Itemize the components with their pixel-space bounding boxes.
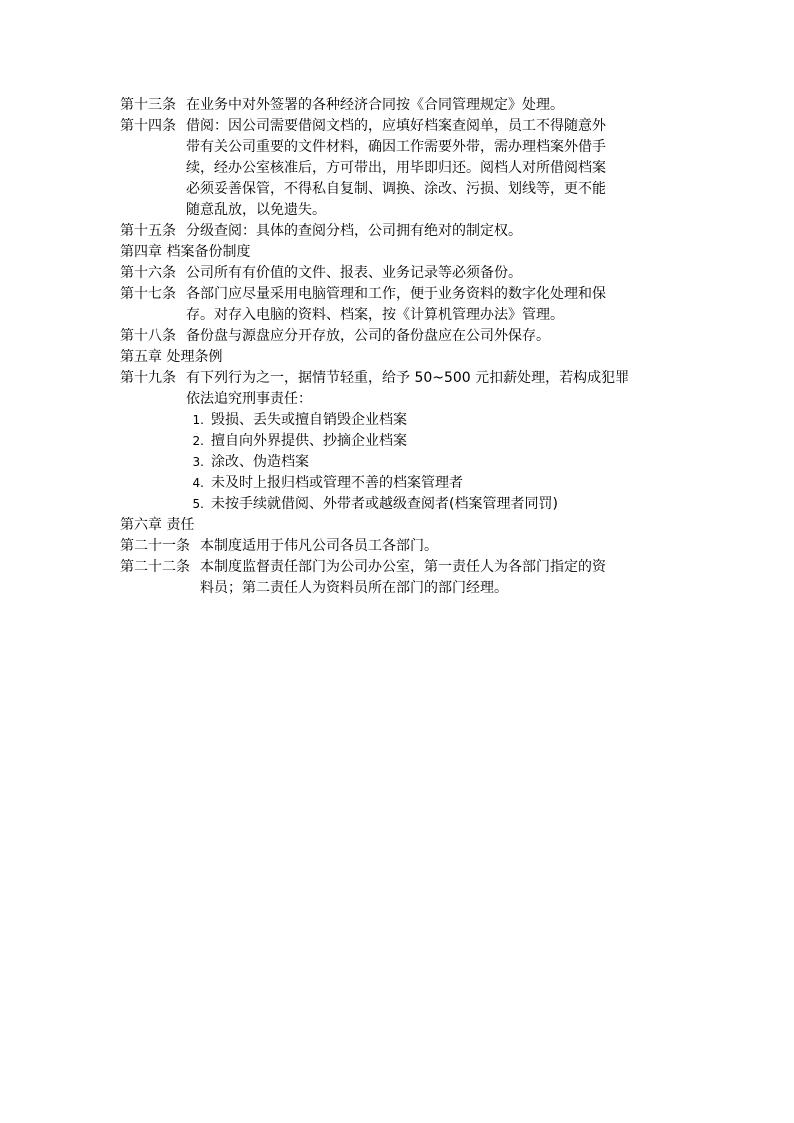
article-label: 第十八条 xyxy=(120,328,176,344)
list-number: 3. xyxy=(192,455,204,469)
article-text: 料员；第二责任人为资料员所在部门的部门经理。 xyxy=(200,580,508,596)
article-label: 第十五条 xyxy=(120,223,176,239)
list-text: 未及时上报归档或管理不善的档案管理者 xyxy=(211,475,463,491)
list-number: 4. xyxy=(192,476,204,490)
list-item xyxy=(186,410,680,431)
article-text: 续，经办公室核准后，方可带出，用毕即归还。阅档人对所借阅档案 xyxy=(186,160,606,176)
article-text: 借阅：因公司需要借阅文档的，应填好档案查阅单，员工不得随意外 xyxy=(186,118,606,134)
article-label: 第十三条 xyxy=(120,97,176,113)
article-text: 带有关公司重要的文件材料，确因工作需要外带，需办理档案外借手 xyxy=(186,139,606,155)
article-15 xyxy=(120,221,680,242)
article-label: 第十九条 xyxy=(120,370,176,386)
violation-list xyxy=(186,410,680,515)
list-number: 2. xyxy=(192,434,204,448)
article-text: 公司所有有价值的文件、报表、业务记录等必须备份。 xyxy=(186,265,522,281)
article-16 xyxy=(120,263,680,284)
document-content xyxy=(120,95,680,599)
article-label: 第十六条 xyxy=(120,265,176,281)
article-14 xyxy=(120,116,680,221)
article-text: 在业务中对外签署的各种经济合同按《合同管理规定》处理。 xyxy=(186,97,564,113)
article-text: 本制度适用于伟凡公司各员工各部门。 xyxy=(200,538,438,554)
list-text: 涂改、伪造档案 xyxy=(211,454,309,470)
article-body xyxy=(200,557,680,599)
list-text: 擅自向外界提供、抄摘企业档案 xyxy=(211,433,407,449)
article-body xyxy=(186,368,680,410)
article-body xyxy=(186,263,680,284)
list-number: 1. xyxy=(192,413,204,427)
article-label: 第二十二条 xyxy=(120,559,190,575)
list-item xyxy=(186,473,680,494)
article-13 xyxy=(120,95,680,116)
article-18 xyxy=(120,326,680,347)
article-text: 各部门应尽量采用电脑管理和工作，便于业务资料的数字化处理和保 xyxy=(186,286,606,302)
article-label: 第十七条 xyxy=(120,286,176,302)
article-text: 必须妥善保管，不得私自复制、调换、涂改、污损、划线等，更不能 xyxy=(186,181,606,197)
article-body xyxy=(186,95,680,116)
list-text: 未按手续就借阅、外带者或越级查阅者(档案管理者同罚) xyxy=(211,496,558,512)
list-number: 5. xyxy=(192,497,204,511)
chapter-6-heading: 第六章 责任 xyxy=(120,517,195,533)
article-label: 第十四条 xyxy=(120,118,176,134)
article-text: 分级查阅：具体的查阅分档，公司拥有绝对的制定权。 xyxy=(186,223,522,239)
article-17 xyxy=(120,284,680,326)
article-label: 第二十一条 xyxy=(120,538,190,554)
list-text: 毁损、丢失或擅自销毁企业档案 xyxy=(211,412,407,428)
article-19 xyxy=(120,368,680,410)
chapter-4-heading: 第四章 档案备份制度 xyxy=(120,244,251,260)
list-item xyxy=(186,494,680,515)
article-21 xyxy=(120,536,680,557)
list-item xyxy=(186,452,680,473)
article-body xyxy=(186,116,680,221)
list-item xyxy=(186,431,680,452)
article-body xyxy=(186,284,680,326)
article-22 xyxy=(120,557,680,599)
article-text: 本制度监督责任部门为公司办公室，第一责任人为各部门指定的资 xyxy=(200,559,606,575)
article-text: 随意乱放，以免遗失。 xyxy=(186,202,326,218)
article-text: 依法追究刑事责任： xyxy=(186,391,312,407)
article-body xyxy=(186,326,680,347)
article-text: 存。对存入电脑的资料、档案，按《计算机管理办法》管理。 xyxy=(186,307,564,323)
article-text: 有下列行为之一，据情节轻重，给予 50~500 元扣薪处理，若构成犯罪 xyxy=(186,370,630,386)
article-body xyxy=(200,536,680,557)
chapter-5-heading: 第五章 处理条例 xyxy=(120,349,223,365)
article-text: 备份盘与源盘应分开存放，公司的备份盘应在公司外保存。 xyxy=(186,328,550,344)
article-body xyxy=(186,221,680,242)
